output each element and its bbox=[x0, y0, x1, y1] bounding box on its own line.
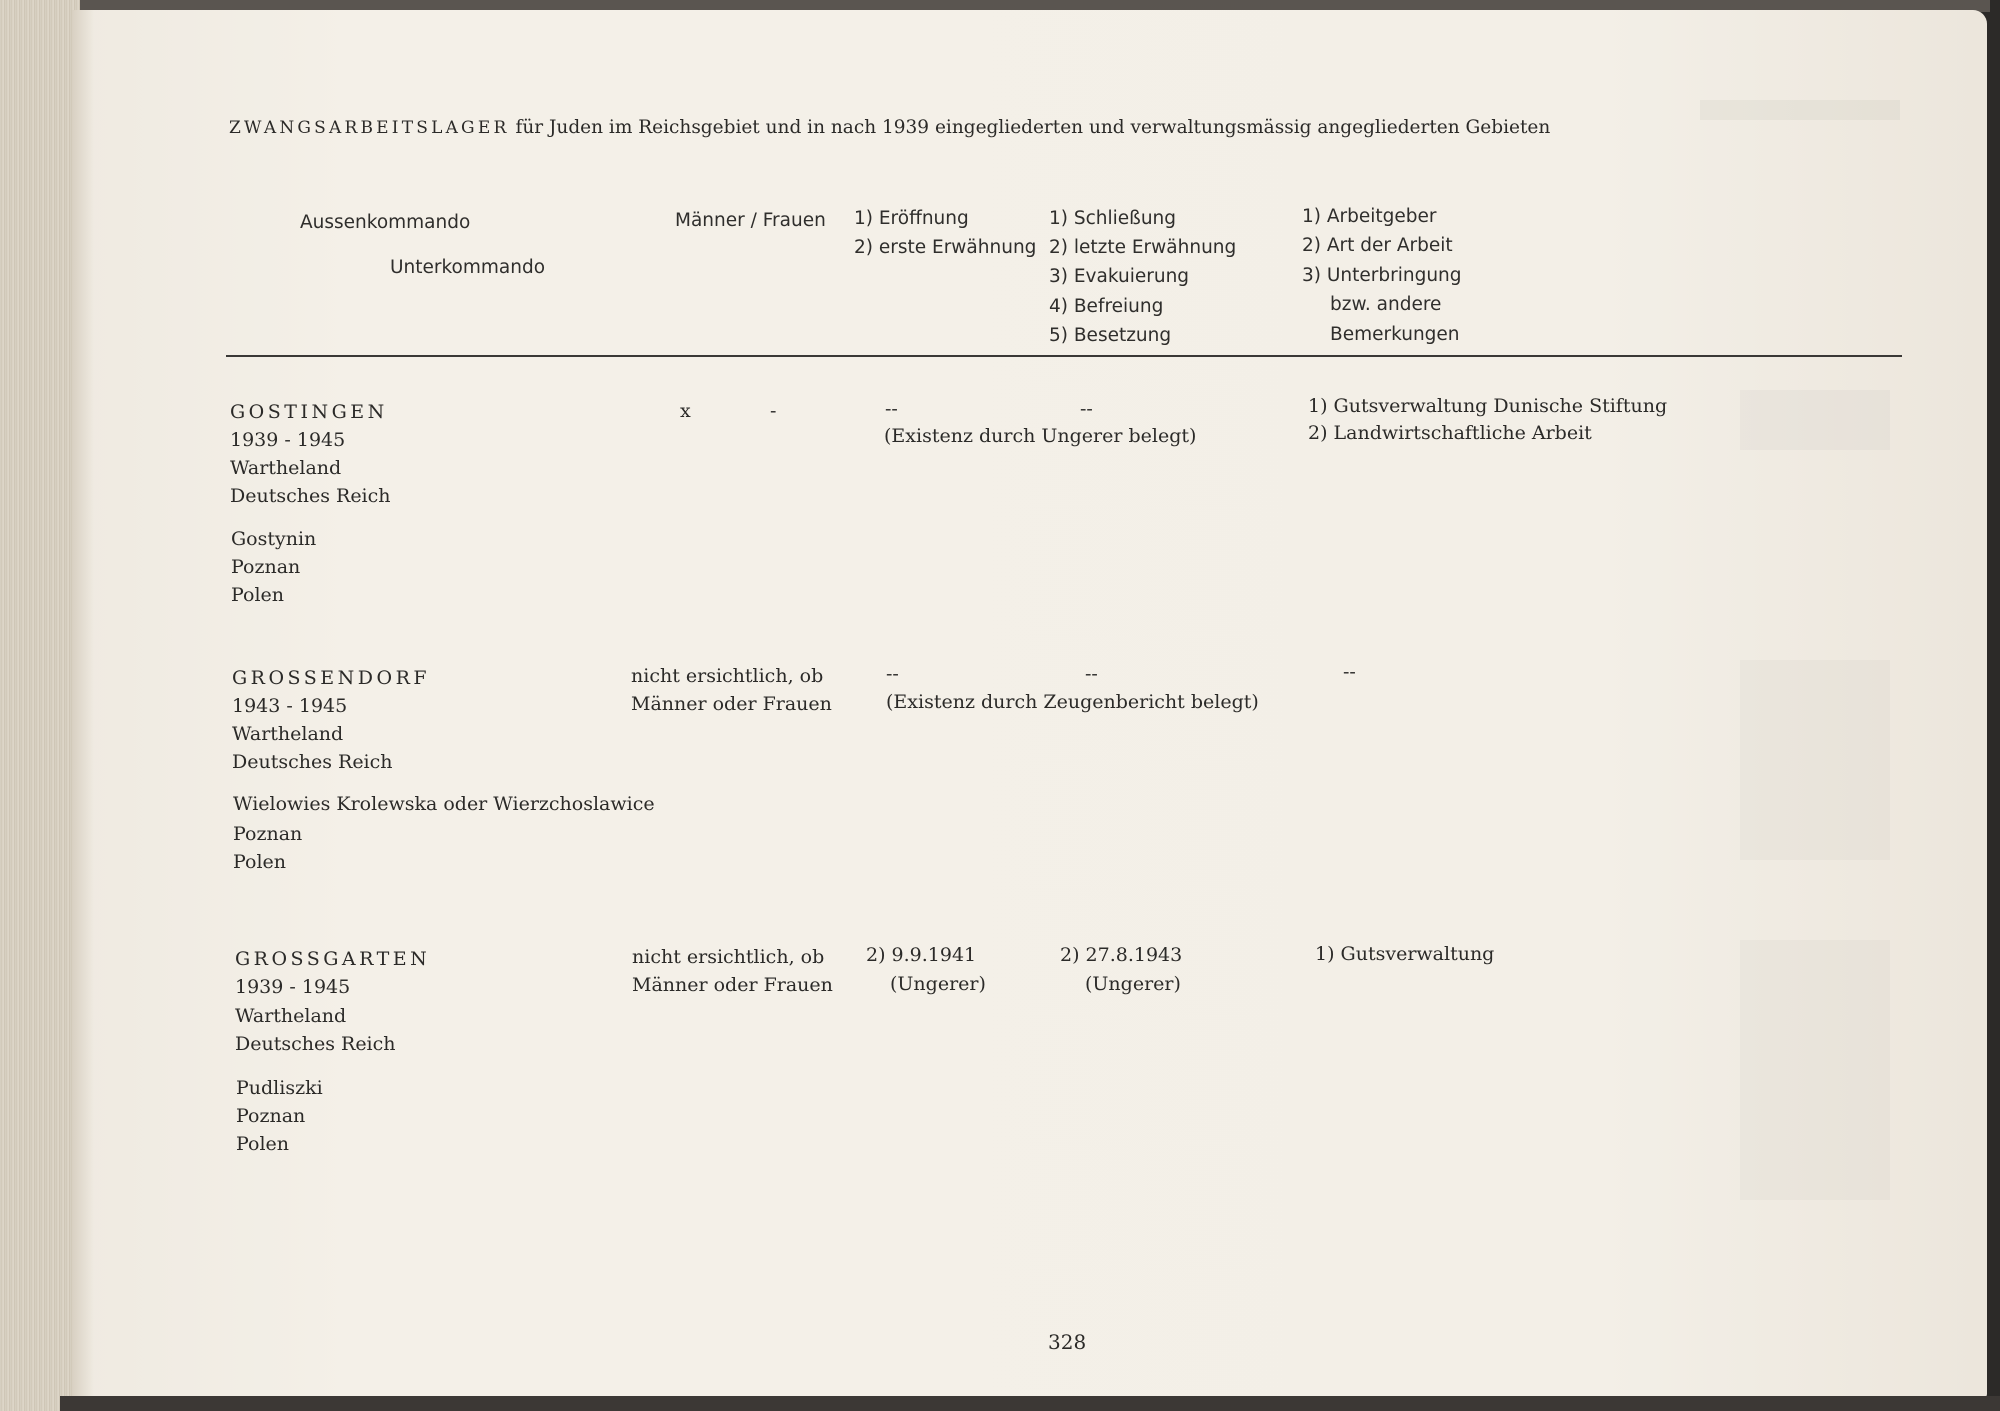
open-date: 2) 9.9.1941 bbox=[866, 944, 977, 966]
existence-note: (Existenz durch Zeugenbericht belegt) bbox=[886, 691, 1259, 713]
sub-location: Poznan bbox=[233, 823, 303, 845]
col-dates-close-line: 5) Besetzung bbox=[1049, 325, 1172, 346]
sub-location: Polen bbox=[236, 1133, 290, 1155]
camp-years: 1943 - 1945 bbox=[232, 695, 348, 717]
col-remarks-line: Bemerkungen bbox=[1330, 324, 1460, 345]
col-remarks-line: 2) Art der Arbeit bbox=[1302, 235, 1453, 256]
camp-region: Wartheland bbox=[232, 723, 344, 745]
open-source: (Ungerer) bbox=[890, 973, 986, 995]
remark-line: -- bbox=[1343, 661, 1356, 683]
sub-location: Wielowies Krolewska oder Wierzchoslawice bbox=[233, 793, 655, 815]
title-lead: ZWANGSARBEITSLAGER bbox=[229, 118, 510, 138]
sub-location: Polen bbox=[231, 584, 285, 606]
gender-note: Männer oder Frauen bbox=[632, 974, 833, 996]
page-title bbox=[229, 113, 1550, 142]
remark-line: 1) Gutsverwaltung Dunische Stiftung bbox=[1308, 395, 1668, 417]
sub-location: Poznan bbox=[231, 556, 301, 578]
page-gutter-shadow bbox=[72, 10, 94, 1398]
col-aussenkommando: Aussenkommando bbox=[300, 212, 471, 233]
close-date: -- bbox=[1080, 398, 1093, 420]
col-dates-open-line: 2) erste Erwähnung bbox=[854, 237, 1037, 258]
book-page-stack bbox=[0, 0, 80, 1411]
scan-bottom-edge bbox=[60, 1396, 2000, 1411]
camp-name: GROSSENDORF bbox=[232, 667, 431, 689]
camp-years: 1939 - 1945 bbox=[230, 429, 346, 451]
open-date: -- bbox=[885, 398, 898, 420]
close-source: (Ungerer) bbox=[1085, 973, 1181, 995]
bleed-through-shadow bbox=[1740, 390, 1890, 450]
camp-region: Wartheland bbox=[230, 457, 342, 479]
camp-years: 1939 - 1945 bbox=[235, 976, 351, 998]
close-date: -- bbox=[1085, 663, 1098, 685]
col-dates-open-line: 1) Eröffnung bbox=[854, 208, 969, 229]
col-unterkommando: Unterkommando bbox=[390, 257, 546, 278]
close-date: 2) 27.8.1943 bbox=[1060, 944, 1183, 966]
sub-location: Polen bbox=[233, 851, 287, 873]
gender-note: nicht ersichtlich, ob bbox=[632, 946, 825, 968]
bleed-through-shadow bbox=[1740, 660, 1890, 860]
camp-name: GROSSGARTEN bbox=[235, 948, 431, 970]
bleed-through-shadow bbox=[1740, 940, 1890, 1200]
remark-line: 1) Gutsverwaltung bbox=[1315, 943, 1495, 965]
remark-line: 2) Landwirtschaftliche Arbeit bbox=[1308, 422, 1592, 444]
camp-name: GOSTINGEN bbox=[230, 401, 388, 423]
col-dates-close-line: 1) Schließung bbox=[1049, 208, 1177, 229]
col-remarks-line: 3) Unterbringung bbox=[1302, 265, 1462, 286]
title-rest: für Juden im Reichsgebiet und in nach 1939 eingegliederten und verwaltungsmässig angegliederten Gebieten bbox=[515, 117, 1551, 138]
women-mark: - bbox=[770, 400, 777, 422]
col-dates-close-line: 4) Befreiung bbox=[1049, 296, 1164, 317]
col-maenner-frauen: Männer / Frauen bbox=[675, 210, 826, 231]
col-dates-close-line: 2) letzte Erwähnung bbox=[1049, 237, 1237, 258]
col-remarks-line: bzw. andere bbox=[1330, 294, 1442, 315]
col-remarks-line: 1) Arbeitgeber bbox=[1302, 206, 1437, 227]
sub-location: Pudliszki bbox=[236, 1077, 323, 1099]
gender-note: Männer oder Frauen bbox=[631, 693, 832, 715]
col-dates-close-line: 3) Evakuierung bbox=[1049, 266, 1190, 287]
camp-state: Deutsches Reich bbox=[235, 1033, 396, 1055]
bleed-through-shadow bbox=[1700, 100, 1900, 120]
header-divider bbox=[226, 355, 1902, 357]
sub-location: Gostynin bbox=[231, 528, 317, 550]
open-date: -- bbox=[886, 663, 899, 685]
page-number: 328 bbox=[1048, 1330, 1087, 1354]
existence-note: (Existenz durch Ungerer belegt) bbox=[884, 425, 1197, 447]
gender-note: nicht ersichtlich, ob bbox=[631, 665, 824, 687]
sub-location: Poznan bbox=[236, 1105, 306, 1127]
men-mark: x bbox=[680, 400, 691, 422]
camp-region: Wartheland bbox=[235, 1005, 347, 1027]
camp-state: Deutsches Reich bbox=[232, 751, 393, 773]
camp-state: Deutsches Reich bbox=[230, 485, 391, 507]
